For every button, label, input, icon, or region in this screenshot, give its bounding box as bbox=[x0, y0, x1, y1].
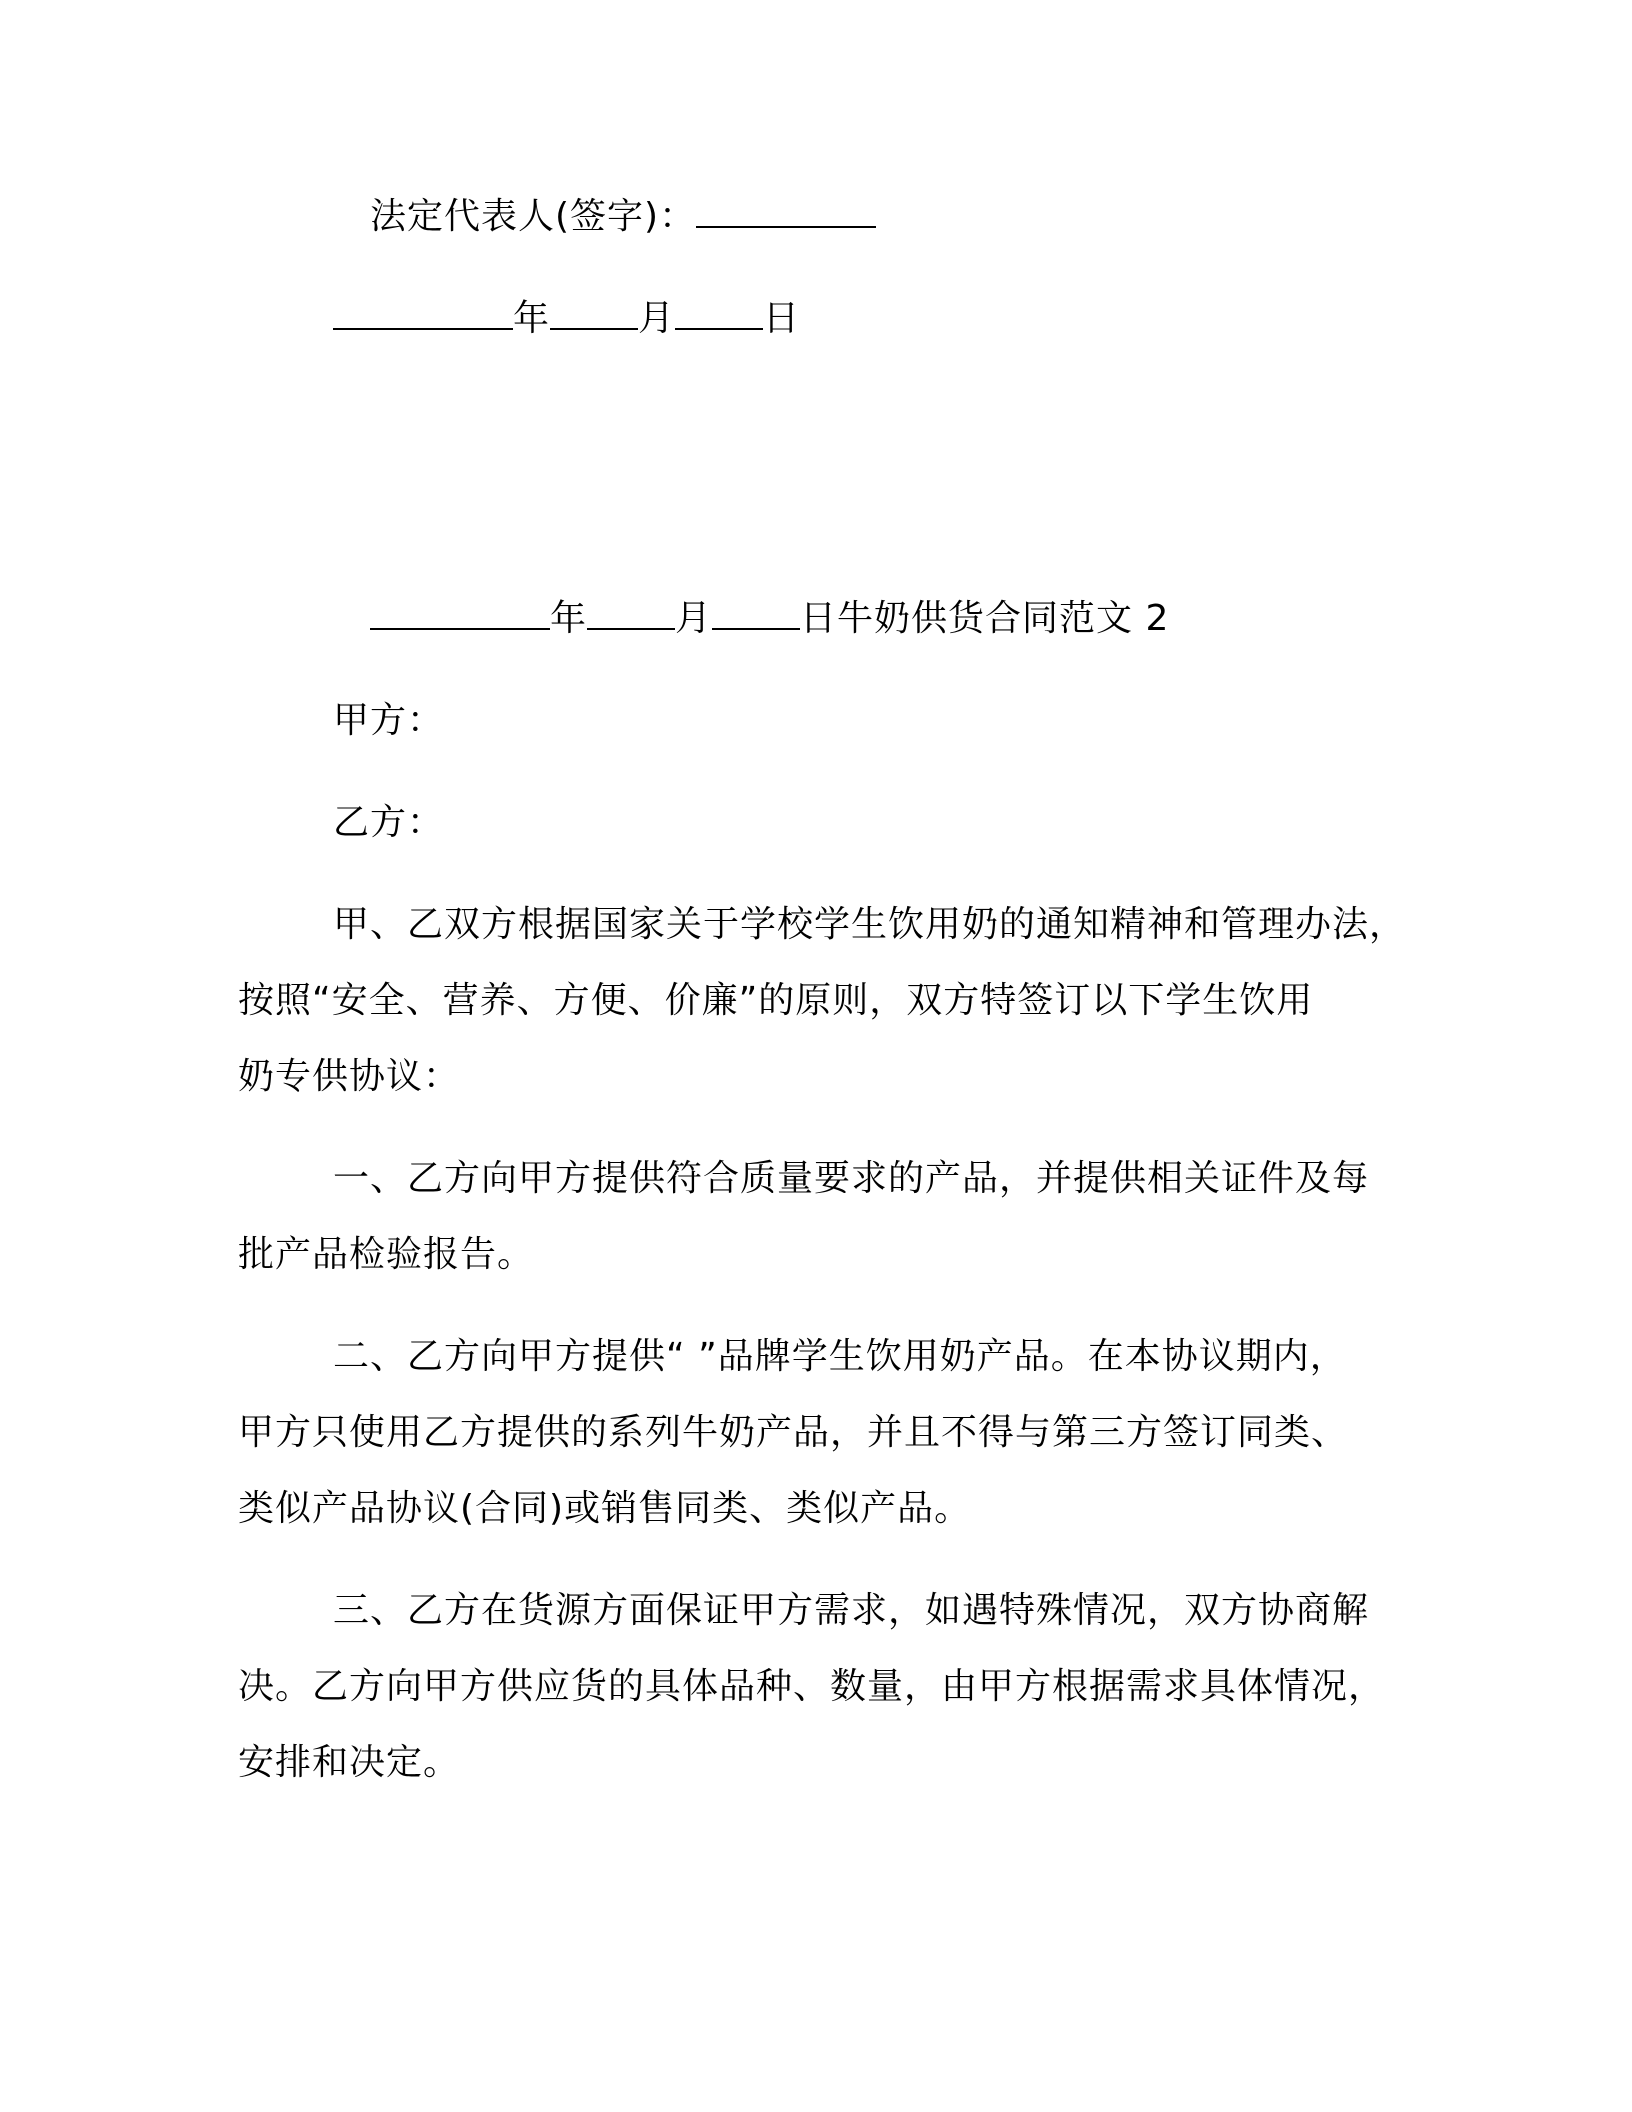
month-blank bbox=[550, 298, 638, 330]
signature-blank bbox=[696, 196, 876, 228]
intro-line-1: 甲、乙双方根据国家关于学校学生饮用奶的通知精神和管理办法， bbox=[333, 904, 1407, 945]
signature-date-line bbox=[333, 297, 800, 341]
signature-line bbox=[370, 195, 876, 239]
heading-day-blank bbox=[712, 598, 800, 630]
heading-month-label: 月 bbox=[675, 598, 713, 639]
section-heading bbox=[370, 597, 1169, 641]
day-label: 日 bbox=[763, 298, 801, 339]
clause3-line-1: 三、乙方在货源方面保证甲方需求，如遇特殊情况，双方协商解 bbox=[333, 1590, 1370, 1631]
clause3-line-2: 决。乙方向甲方供应货的具体品种、数量，由甲方根据需求具体情况， bbox=[238, 1666, 1386, 1707]
clause1-line-1: 一、乙方向甲方提供符合质量要求的产品，并提供相关证件及每 bbox=[333, 1158, 1370, 1199]
clause3-line-3: 安排和决定。 bbox=[238, 1742, 461, 1783]
year-label: 年 bbox=[513, 298, 551, 339]
clause2-line-2: 甲方只使用乙方提供的系列牛奶产品，并且不得与第三方签订同类、 bbox=[238, 1412, 1349, 1453]
intro-line-3: 奶专供协议： bbox=[238, 1056, 461, 1097]
heading-title: 日牛奶供货合同范文 2 bbox=[800, 598, 1170, 639]
month-label: 月 bbox=[638, 298, 676, 339]
party-a: 甲方： bbox=[333, 700, 445, 741]
clause1-line-2: 批产品检验报告。 bbox=[238, 1234, 535, 1275]
heading-month-blank bbox=[587, 598, 675, 630]
clause2-line-3: 类似产品协议(合同)或销售同类、类似产品。 bbox=[238, 1488, 972, 1529]
heading-year-label: 年 bbox=[550, 598, 588, 639]
party-b: 乙方： bbox=[333, 802, 445, 843]
day-blank bbox=[675, 298, 763, 330]
year-blank bbox=[333, 298, 513, 330]
heading-year-blank bbox=[370, 598, 550, 630]
signature-label: 法定代表人(签字)： bbox=[370, 196, 697, 237]
clause2-line-1: 二、乙方向甲方提供“ ”品牌学生饮用奶产品。在本协议期内， bbox=[333, 1336, 1347, 1377]
intro-line-2: 按照“安全、营养、方便、价廉”的原则，双方特签订以下学生饮用 bbox=[238, 980, 1314, 1021]
